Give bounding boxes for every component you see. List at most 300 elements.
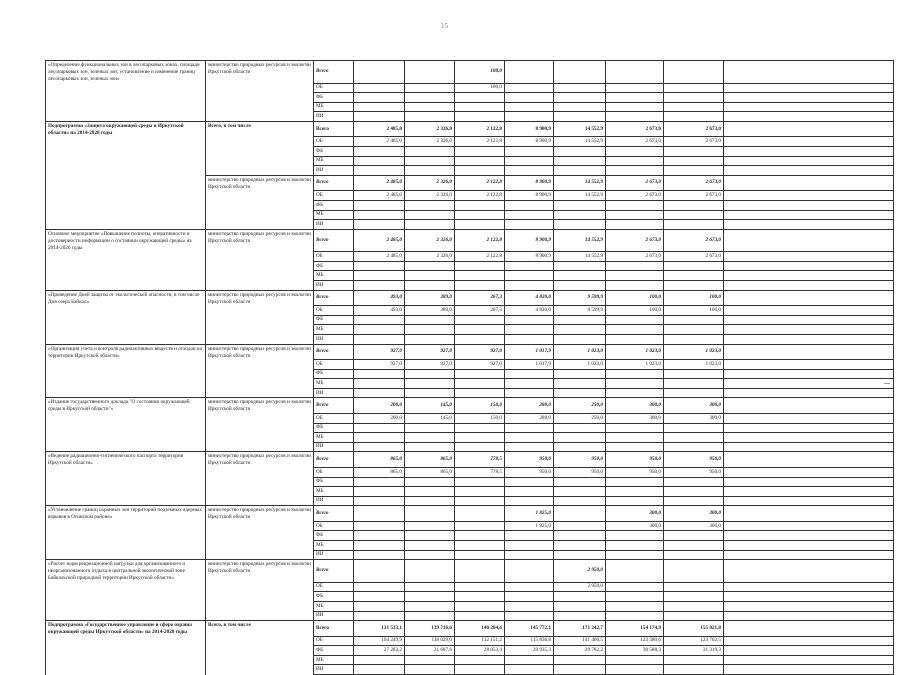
amount-cell: 2 326,0 xyxy=(405,191,455,201)
funding-source-cell: ФБ xyxy=(314,200,354,210)
executor-cell xyxy=(206,496,314,506)
table-row xyxy=(46,496,894,506)
amount-cell xyxy=(554,442,606,452)
blank-cell xyxy=(724,506,894,522)
amount-cell xyxy=(455,334,505,344)
amount-cell xyxy=(606,93,664,103)
table-row xyxy=(46,398,894,414)
activity-name-cell xyxy=(46,315,206,325)
amount-cell: 2 326,0 xyxy=(405,175,455,191)
amount-cell: 2 673,0 xyxy=(664,252,724,262)
funding-source-cell: ИИ xyxy=(314,550,354,560)
amount-cell xyxy=(606,147,664,157)
amount-cell: 123 580,6 xyxy=(606,636,664,646)
activity-name-cell xyxy=(46,665,206,675)
funding-source-cell: ИИ xyxy=(314,442,354,452)
amount-cell xyxy=(554,102,606,112)
amount-cell: 8 900,9 xyxy=(505,137,554,147)
amount-cell: 200,0 xyxy=(354,414,405,424)
blank-cell xyxy=(724,175,894,191)
table-row xyxy=(46,665,894,675)
amount-cell: 115 836,8 xyxy=(505,636,554,646)
executor-cell xyxy=(206,550,314,560)
amount-cell xyxy=(664,369,724,379)
amount-cell xyxy=(554,271,606,281)
activity-name-cell xyxy=(46,83,206,93)
executor-cell xyxy=(206,93,314,103)
executor-cell xyxy=(206,582,314,592)
amount-cell xyxy=(505,112,554,122)
activity-name-cell xyxy=(46,369,206,379)
amount-cell xyxy=(455,611,505,621)
executor-cell xyxy=(206,306,314,316)
funding-source-cell: ИИ xyxy=(314,281,354,291)
amount-cell xyxy=(455,655,505,665)
blank-cell xyxy=(724,665,894,675)
amount-cell xyxy=(606,477,664,487)
amount-cell xyxy=(554,315,606,325)
table-body xyxy=(46,61,894,675)
amount-cell: 865,0 xyxy=(405,467,455,477)
funding-source-cell: ИИ xyxy=(314,166,354,176)
amount-cell: 300,0 xyxy=(664,506,724,522)
table-row xyxy=(46,550,894,560)
table-row xyxy=(46,423,894,433)
blank-cell xyxy=(724,102,894,112)
amount-cell xyxy=(505,541,554,551)
blank-cell xyxy=(724,433,894,443)
amount-cell: 389,0 xyxy=(405,306,455,316)
executor-cell: министерство природных ресурсов и экологии Иркутской области xyxy=(206,560,314,583)
activity-name-cell xyxy=(46,646,206,656)
table-row xyxy=(46,137,894,147)
amount-cell: 14 552,9 xyxy=(554,137,606,147)
amount-cell xyxy=(664,334,724,344)
amount-cell xyxy=(354,112,405,122)
table-row xyxy=(46,220,894,230)
amount-cell xyxy=(405,506,455,522)
amount-cell xyxy=(554,379,606,389)
blank-cell xyxy=(724,621,894,637)
amount-cell xyxy=(505,442,554,452)
table-row xyxy=(46,601,894,611)
amount-cell xyxy=(606,388,664,398)
amount-cell xyxy=(664,112,724,122)
table-row xyxy=(46,112,894,122)
amount-cell: 155 021,8 xyxy=(664,621,724,637)
table-row xyxy=(46,611,894,621)
amount-cell xyxy=(554,496,606,506)
executor-cell xyxy=(206,655,314,665)
funding-source-cell: МБ xyxy=(314,156,354,166)
amount-cell: 9 599,9 xyxy=(554,290,606,306)
amount-cell: 250,0 xyxy=(554,414,606,424)
amount-cell: 123 702,5 xyxy=(664,636,724,646)
amount-cell xyxy=(664,61,724,84)
amount-cell xyxy=(455,200,505,210)
amount-cell xyxy=(354,325,405,335)
activity-name-cell: «Ведение радиационно-гигиенического паспорта территории Иркутской области» xyxy=(46,452,206,468)
amount-cell xyxy=(455,325,505,335)
amount-cell: 389,0 xyxy=(405,290,455,306)
amount-cell xyxy=(505,477,554,487)
blank-cell xyxy=(724,423,894,433)
amount-cell xyxy=(405,200,455,210)
executor-cell xyxy=(206,220,314,230)
amount-cell: 2 673,0 xyxy=(664,121,724,137)
amount-cell: 139 716,6 xyxy=(405,621,455,637)
amount-cell: 927,0 xyxy=(405,360,455,370)
blank-cell xyxy=(724,200,894,210)
activity-name-cell: Подпрограмма «Государственное управление в сфере охраны окружающей среды Иркутской области» на 2014-2020 годы xyxy=(46,621,206,637)
amount-cell xyxy=(505,200,554,210)
amount-cell xyxy=(554,93,606,103)
amount-cell xyxy=(606,423,664,433)
table-row xyxy=(46,388,894,398)
activity-name-cell xyxy=(46,601,206,611)
amount-cell xyxy=(354,261,405,271)
amount-cell: 100,0 xyxy=(455,61,505,84)
amount-cell: 950,0 xyxy=(606,452,664,468)
amount-cell xyxy=(664,271,724,281)
funding-source-cell: ФБ xyxy=(314,477,354,487)
amount-cell xyxy=(505,334,554,344)
amount-cell: 21 687,6 xyxy=(405,646,455,656)
amount-cell xyxy=(606,112,664,122)
amount-cell: 2 326,0 xyxy=(405,137,455,147)
amount-cell xyxy=(664,147,724,157)
funding-source-cell: МБ xyxy=(314,102,354,112)
executor-cell xyxy=(206,191,314,201)
amount-cell xyxy=(554,655,606,665)
amount-cell xyxy=(405,334,455,344)
amount-cell xyxy=(664,210,724,220)
amount-cell xyxy=(554,166,606,176)
amount-cell: 1 023,0 xyxy=(664,360,724,370)
amount-cell xyxy=(606,261,664,271)
blank-cell xyxy=(724,112,894,122)
amount-cell: 950,0 xyxy=(505,452,554,468)
amount-cell: 950,0 xyxy=(554,467,606,477)
amount-cell xyxy=(405,61,455,84)
executor-cell xyxy=(206,147,314,157)
amount-cell xyxy=(505,550,554,560)
amount-cell xyxy=(405,261,455,271)
executor-cell xyxy=(206,369,314,379)
funding-source-cell: ФБ xyxy=(314,531,354,541)
amount-cell xyxy=(606,334,664,344)
blank-cell xyxy=(724,398,894,414)
table-row xyxy=(46,379,894,389)
amount-cell xyxy=(606,550,664,560)
executor-cell xyxy=(206,210,314,220)
amount-cell: 2 673,0 xyxy=(606,137,664,147)
activity-name-cell xyxy=(46,220,206,230)
amount-cell xyxy=(455,477,505,487)
amount-cell: 14 552,9 xyxy=(554,229,606,252)
blank-cell xyxy=(724,121,894,137)
amount-cell: 100,0 xyxy=(606,306,664,316)
activity-name-cell xyxy=(46,496,206,506)
executor-cell xyxy=(206,83,314,93)
amount-cell: 200,0 xyxy=(354,398,405,414)
activity-name-cell xyxy=(46,261,206,271)
amount-cell xyxy=(405,521,455,531)
amount-cell xyxy=(455,220,505,230)
executor-cell xyxy=(206,487,314,497)
activity-name-cell xyxy=(46,175,206,191)
funding-source-cell: ФБ xyxy=(314,147,354,157)
amount-cell xyxy=(554,388,606,398)
amount-cell: 250,0 xyxy=(554,398,606,414)
amount-cell xyxy=(455,166,505,176)
amount-cell xyxy=(664,315,724,325)
table-row xyxy=(46,166,894,176)
amount-cell xyxy=(664,582,724,592)
amount-cell: 100,0 xyxy=(664,306,724,316)
table-row xyxy=(46,83,894,93)
amount-cell xyxy=(405,423,455,433)
amount-cell: 2 485,0 xyxy=(354,191,405,201)
executor-cell xyxy=(206,261,314,271)
amount-cell xyxy=(505,261,554,271)
funding-source-cell: МБ xyxy=(314,271,354,281)
amount-cell xyxy=(354,531,405,541)
funding-source-cell: Всего xyxy=(314,621,354,637)
amount-cell xyxy=(554,200,606,210)
amount-cell xyxy=(455,550,505,560)
table-row xyxy=(46,442,894,452)
amount-cell xyxy=(354,271,405,281)
amount-cell: 100,0 xyxy=(455,83,505,93)
amount-cell xyxy=(405,496,455,506)
amount-cell: 288,0 xyxy=(505,414,554,424)
funding-source-cell: МБ xyxy=(314,487,354,497)
amount-cell xyxy=(606,156,664,166)
amount-cell: 2 485,0 xyxy=(354,175,405,191)
amount-cell: 14 552,9 xyxy=(554,175,606,191)
table-row xyxy=(46,506,894,522)
amount-cell xyxy=(606,601,664,611)
activity-name-cell xyxy=(46,655,206,665)
amount-cell xyxy=(405,156,455,166)
blank-cell xyxy=(724,531,894,541)
amount-cell xyxy=(405,166,455,176)
funding-source-cell: Всего xyxy=(314,121,354,137)
funding-source-cell: ИИ xyxy=(314,388,354,398)
activity-name-cell xyxy=(46,541,206,551)
amount-cell: 140 204,6 xyxy=(455,621,505,637)
table-row xyxy=(46,636,894,646)
amount-cell: 2 122,8 xyxy=(455,137,505,147)
activity-name-cell xyxy=(46,433,206,443)
blank-cell xyxy=(724,261,894,271)
table-row xyxy=(46,487,894,497)
amount-cell: 300,0 xyxy=(664,398,724,414)
amount-cell xyxy=(405,147,455,157)
amount-cell xyxy=(354,200,405,210)
amount-cell: 2 673,0 xyxy=(606,252,664,262)
table-row xyxy=(46,646,894,656)
table-row xyxy=(46,592,894,602)
amount-cell xyxy=(606,665,664,675)
table-row xyxy=(46,290,894,306)
executor-cell xyxy=(206,156,314,166)
amount-cell xyxy=(354,315,405,325)
amount-cell: 927,0 xyxy=(455,360,505,370)
funding-source-cell: ОБ xyxy=(314,360,354,370)
amount-cell: 145,0 xyxy=(405,398,455,414)
amount-cell: 865,0 xyxy=(354,467,405,477)
amount-cell xyxy=(405,83,455,93)
blank-cell xyxy=(724,611,894,621)
amount-cell: 2 673,0 xyxy=(664,137,724,147)
table-row xyxy=(46,560,894,583)
amount-cell xyxy=(354,147,405,157)
executor-cell: министерство природных ресурсов и экологии Иркутской области xyxy=(206,506,314,522)
amount-cell xyxy=(606,325,664,335)
amount-cell xyxy=(455,369,505,379)
amount-cell xyxy=(664,325,724,335)
amount-cell xyxy=(505,531,554,541)
amount-cell xyxy=(505,102,554,112)
amount-cell: 131 533,1 xyxy=(354,621,405,637)
amount-cell: 778,5 xyxy=(455,452,505,468)
amount-cell: 493,0 xyxy=(354,306,405,316)
activity-name-cell: «Установление границ охранных зон территорий подземных ядерных взрывов в Осинском районе» xyxy=(46,506,206,522)
amount-cell xyxy=(405,388,455,398)
amount-cell xyxy=(455,487,505,497)
amount-cell: 2 673,0 xyxy=(606,191,664,201)
amount-cell xyxy=(554,665,606,675)
blank-cell xyxy=(724,229,894,252)
amount-cell: 927,0 xyxy=(405,344,455,360)
amount-cell xyxy=(455,156,505,166)
executor-cell xyxy=(206,315,314,325)
amount-cell xyxy=(554,325,606,335)
blank-cell xyxy=(724,487,894,497)
activity-name-cell xyxy=(46,93,206,103)
activity-name-cell xyxy=(46,360,206,370)
amount-cell xyxy=(354,166,405,176)
amount-cell xyxy=(505,271,554,281)
activity-name-cell xyxy=(46,611,206,621)
blank-cell xyxy=(724,388,894,398)
executor-cell: Всего, в том числе xyxy=(206,621,314,637)
amount-cell xyxy=(405,369,455,379)
amount-cell xyxy=(354,560,405,583)
blank-cell xyxy=(724,452,894,468)
amount-cell xyxy=(405,601,455,611)
amount-cell: 118 029,0 xyxy=(405,636,455,646)
blank-cell xyxy=(724,83,894,93)
blank-cell xyxy=(724,281,894,291)
amount-cell: 1 023,0 xyxy=(606,360,664,370)
amount-cell xyxy=(405,611,455,621)
amount-cell xyxy=(354,61,405,84)
blank-cell xyxy=(724,496,894,506)
table-row xyxy=(46,655,894,665)
amount-cell: 2 122,8 xyxy=(455,252,505,262)
executor-cell xyxy=(206,388,314,398)
amount-cell: 2 673,0 xyxy=(606,229,664,252)
amount-cell xyxy=(664,166,724,176)
amount-cell xyxy=(554,220,606,230)
table-row xyxy=(46,582,894,592)
table-row xyxy=(46,121,894,137)
blank-cell xyxy=(724,344,894,360)
executor-cell xyxy=(206,414,314,424)
amount-cell xyxy=(606,102,664,112)
table-row xyxy=(46,477,894,487)
funding-source-cell: Всего xyxy=(314,61,354,84)
amount-cell xyxy=(554,433,606,443)
amount-cell: 30 588,3 xyxy=(606,646,664,656)
amount-cell xyxy=(505,592,554,602)
amount-cell: 1 023,0 xyxy=(606,344,664,360)
amount-cell: 865,0 xyxy=(354,452,405,468)
amount-cell xyxy=(664,601,724,611)
amount-cell xyxy=(664,388,724,398)
amount-cell xyxy=(505,369,554,379)
amount-cell xyxy=(405,271,455,281)
amount-cell xyxy=(405,655,455,665)
amount-cell: 8 900,9 xyxy=(505,175,554,191)
table-row xyxy=(46,433,894,443)
amount-cell: 2 326,0 xyxy=(405,229,455,252)
blank-cell xyxy=(724,442,894,452)
funding-source-cell: Всего xyxy=(314,506,354,522)
amount-cell: 8 900,9 xyxy=(505,229,554,252)
amount-cell xyxy=(664,281,724,291)
executor-cell: министерство природных ресурсов и экологии Иркутской области xyxy=(206,290,314,306)
table-row xyxy=(46,61,894,84)
amount-cell: 9 599,9 xyxy=(554,306,606,316)
funding-source-cell: Всего xyxy=(314,398,354,414)
amount-cell xyxy=(455,210,505,220)
amount-cell xyxy=(606,369,664,379)
blank-cell xyxy=(724,166,894,176)
amount-cell: 1 023,0 xyxy=(664,344,724,360)
amount-cell: 2 673,0 xyxy=(664,175,724,191)
amount-cell: 8 900,9 xyxy=(505,191,554,201)
amount-cell: 300,0 xyxy=(664,521,724,531)
amount-cell xyxy=(505,601,554,611)
amount-cell: 1 023,0 xyxy=(554,344,606,360)
amount-cell xyxy=(405,315,455,325)
table-row xyxy=(46,360,894,370)
amount-cell xyxy=(455,496,505,506)
executor-cell: министерство природных ресурсов и экологии Иркутской области xyxy=(206,175,314,191)
amount-cell: 31 319,3 xyxy=(664,646,724,656)
executor-cell: министерство природных ресурсов и экологии Иркутской области xyxy=(206,452,314,468)
amount-cell xyxy=(505,433,554,443)
activity-name-cell xyxy=(46,388,206,398)
activity-name-cell xyxy=(46,156,206,166)
blank-cell xyxy=(724,379,894,389)
amount-cell xyxy=(505,315,554,325)
amount-cell xyxy=(606,592,664,602)
activity-name-cell xyxy=(46,147,206,157)
funding-source-cell: ИИ xyxy=(314,112,354,122)
activity-name-cell xyxy=(46,166,206,176)
amount-cell xyxy=(664,379,724,389)
amount-cell xyxy=(606,61,664,84)
amount-cell: 1 023,0 xyxy=(554,360,606,370)
funding-source-cell: ФБ xyxy=(314,93,354,103)
table-row xyxy=(46,521,894,531)
funding-source-cell: ОБ xyxy=(314,83,354,93)
